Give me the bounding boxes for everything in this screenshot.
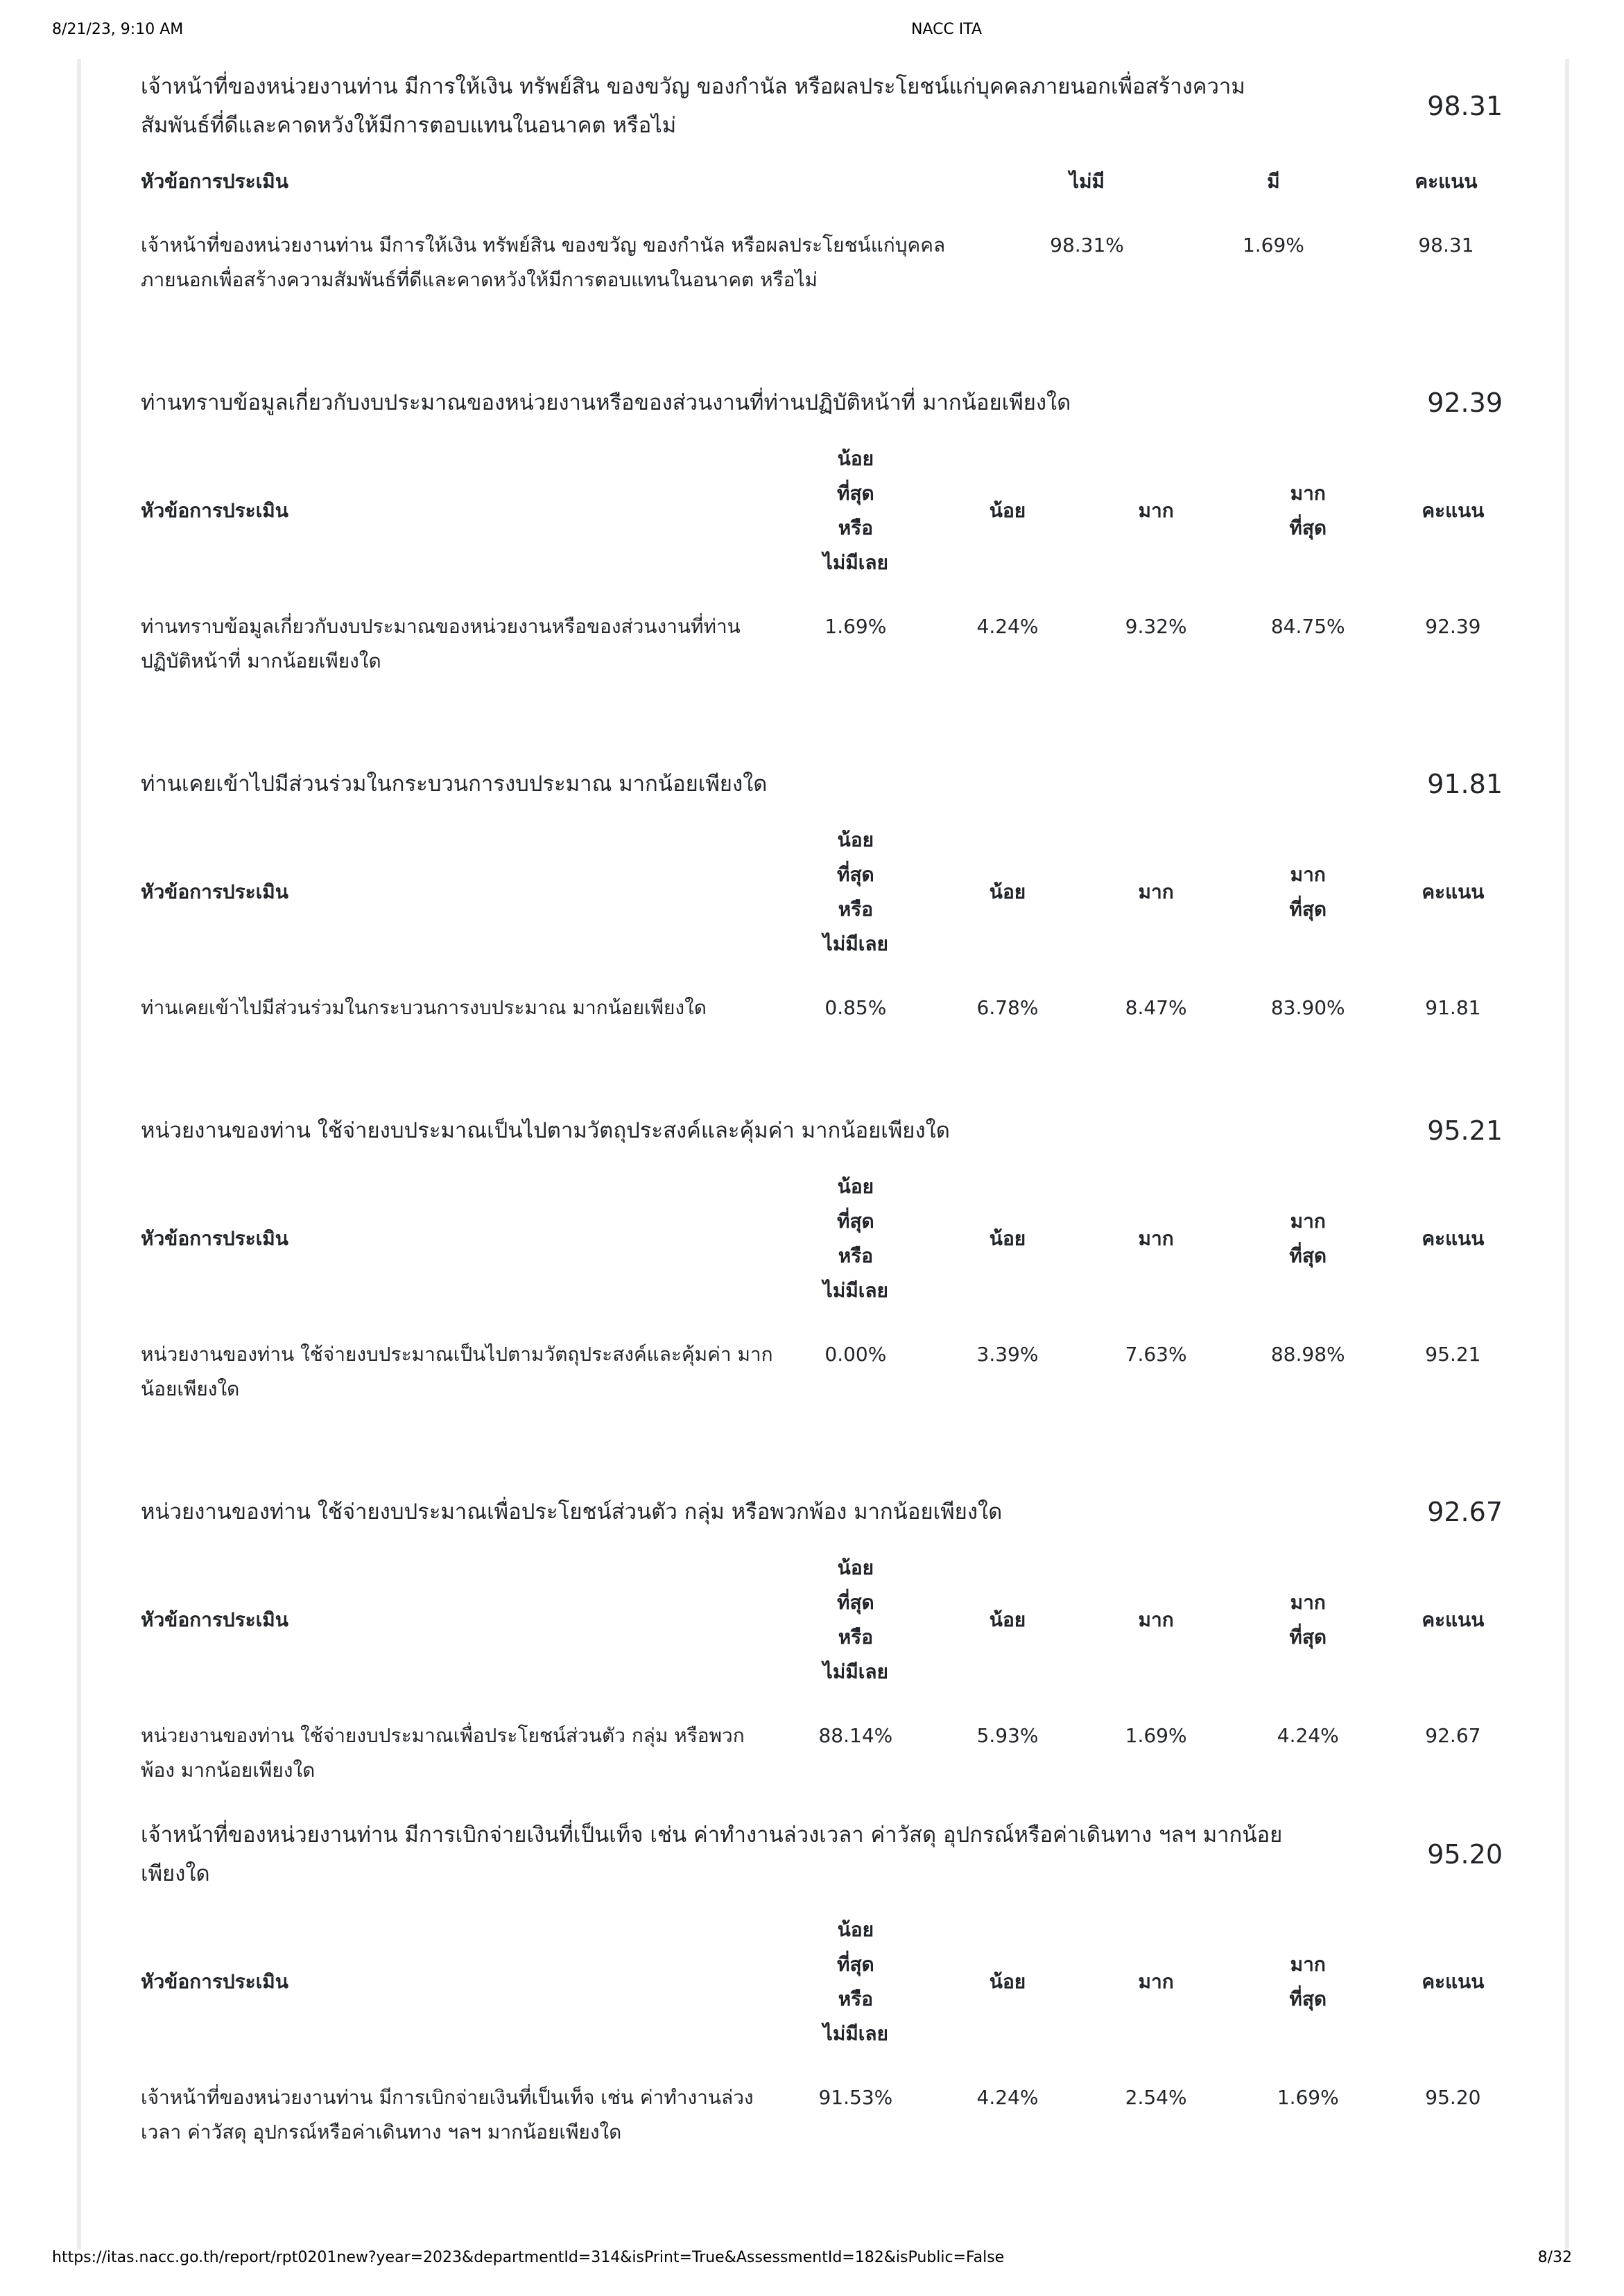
col-header-much: มาก (1138, 499, 1174, 522)
col-header-topic: หัวข้อการประเมิน (141, 1227, 288, 1250)
row-value-much: 8.47% (1125, 996, 1187, 1019)
table-row (141, 580, 1522, 679)
col-header-score: คะแนน (1422, 1970, 1485, 1993)
row-value-little: 4.24% (976, 2086, 1039, 2109)
row-value-much: 1.69% (1125, 1724, 1187, 1747)
assessment-table (141, 145, 1522, 297)
row-text: เจ้าหน้าที่ของหน่วยงานท่าน มีการให้เงิน ทรัพย์สิน ของขวัญ ของกำนัล หรือผลประโยชน์แก่บุคคลภายนอกเพื่อสร้างความสัมพันธ์ที่ดีและคาดหวังให้มีการตอบแทนในอนาคต หรือไม่ (141, 234, 946, 291)
question-text: หน่วยงานของท่าน ใช้จ่ายงบประมาณเป็นไปตามวัตถุประสงค์และคุ้มค่า มากน้อยเพียงใด (141, 1118, 950, 1143)
assessment-table (141, 1531, 1522, 1788)
print-page-number: 8/32 (1537, 2249, 1572, 2266)
row-text: หน่วยงานของท่าน ใช้จ่ายงบประมาณเป็นไปตามวัตถุประสงค์และคุ้มค่า มากน้อยเพียงใด (141, 1343, 773, 1400)
table-row (141, 199, 1522, 297)
print-title: NACC ITA (910, 21, 983, 38)
row-value-least: 91.53% (818, 2086, 893, 2109)
col-header-most: มาก ที่สุด (1289, 482, 1327, 539)
col-header-yes: มี (1267, 170, 1280, 193)
row-value-least: 1.69% (824, 615, 887, 638)
row-value-much: 2.54% (1125, 2086, 1187, 2109)
question-section-1 (141, 67, 1522, 297)
question-head (141, 1493, 1522, 1531)
assessment-table (141, 1893, 1522, 2150)
col-header-little: น้อย (989, 499, 1026, 522)
row-value-little: 3.39% (976, 1343, 1039, 1366)
row-value-little: 4.24% (976, 615, 1039, 638)
question-head (141, 1111, 1522, 1150)
row-text: ท่านทราบข้อมูลเกี่ยวกับงบประมาณของหน่วยงานหรือของส่วนงานที่ท่านปฏิบัติหน้าที่ มากน้อยเพียงใด (141, 615, 741, 672)
col-header-topic: หัวข้อการประเมิน (141, 880, 288, 903)
table-row (141, 2051, 1522, 2150)
col-header-least: น้อย ที่สุด หรือ ไม่มีเลย (822, 828, 888, 955)
question-score: 91.81 (1427, 769, 1503, 799)
row-value-score: 98.31 (1418, 234, 1474, 256)
print-footer (52, 2245, 1572, 2272)
table-header-row (141, 1893, 1522, 2051)
col-header-little: น้อย (989, 1227, 1026, 1250)
col-header-topic: หัวข้อการประเมิน (141, 170, 288, 193)
col-header-little: น้อย (989, 1608, 1026, 1631)
col-header-little: น้อย (989, 1970, 1026, 1993)
question-text: ท่านเคยเข้าไปมีส่วนร่วมในกระบวนการงบประมาณ มากน้อยเพียงใด (141, 772, 768, 797)
col-header-much: มาก (1138, 1970, 1174, 1993)
row-value-least: 0.00% (824, 1343, 887, 1366)
question-score: 95.20 (1427, 1839, 1503, 1870)
question-section-2 (141, 383, 1522, 679)
question-section-5 (141, 1493, 1522, 1788)
table-header-row (141, 1531, 1522, 1689)
col-header-much: มาก (1138, 1227, 1174, 1250)
col-header-little: น้อย (989, 880, 1026, 903)
row-text: เจ้าหน้าที่ของหน่วยงานท่าน มีการเบิกจ่ายเงินที่เป็นเท็จ เช่น ค่าทำงานล่วงเวลา ค่าวัสดุ อุปกรณ์หรือค่าเดินทาง ฯลฯ มากน้อยเพียงใด (141, 2086, 754, 2143)
col-header-topic: หัวข้อการประเมิน (141, 1608, 288, 1631)
col-header-score: คะแนน (1422, 1227, 1485, 1250)
row-value-score: 95.21 (1425, 1343, 1481, 1366)
row-value-least: 88.14% (818, 1724, 893, 1747)
table-header-row (141, 145, 1522, 199)
col-header-least: น้อย ที่สุด หรือ ไม่มีเลย (822, 1918, 888, 2045)
question-head (141, 765, 1522, 803)
col-header-topic: หัวข้อการประเมิน (141, 1970, 288, 1993)
col-header-most: มาก ที่สุด (1289, 1953, 1327, 2010)
question-text: เจ้าหน้าที่ของหน่วยงานท่าน มีการเบิกจ่ายเงินที่เป็นเท็จ เช่น ค่าทำงานล่วงเวลา ค่าวัสดุ อุปกรณ์หรือค่าเดินทาง ฯลฯ มากน้อยเพียงใด (141, 1823, 1283, 1886)
question-head (141, 67, 1522, 145)
row-value-no: 98.31% (1050, 234, 1124, 256)
question-score: 92.67 (1427, 1497, 1503, 1527)
col-header-much: มาก (1138, 880, 1174, 903)
row-value-little: 5.93% (976, 1724, 1039, 1747)
print-datetime: 8/21/23, 9:10 AM (52, 21, 184, 38)
row-value-little: 6.78% (976, 996, 1039, 1019)
col-header-least: น้อย ที่สุด หรือ ไม่มีเลย (822, 1556, 888, 1683)
row-value-most: 84.75% (1270, 615, 1345, 638)
print-header (52, 21, 1572, 46)
report-card (77, 59, 1569, 2250)
col-header-much: มาก (1138, 1608, 1174, 1631)
question-score: 92.39 (1427, 388, 1503, 418)
question-text: เจ้าหน้าที่ของหน่วยงานท่าน มีการให้เงิน ทรัพย์สิน ของขวัญ ของกำนัล หรือผลประโยชน์แก่บุคคลภายนอกเพื่อสร้างความสัมพันธ์ที่ดีและคาดหวังให้มีการตอบแทนในอนาคต หรือไม่ (141, 74, 1245, 138)
row-text: ท่านเคยเข้าไปมีส่วนร่วมในกระบวนการงบประมาณ มากน้อยเพียงใด (141, 996, 707, 1019)
col-header-score: คะแนน (1422, 499, 1485, 522)
table-header-row (141, 1150, 1522, 1308)
table-row (141, 1689, 1522, 1788)
row-value-most: 1.69% (1277, 2086, 1339, 2109)
question-text: ท่านทราบข้อมูลเกี่ยวกับงบประมาณของหน่วยงานหรือของส่วนงานที่ท่านปฏิบัติหน้าที่ มากน้อยเพียงใด (141, 390, 1071, 415)
col-header-least: น้อย ที่สุด หรือ ไม่มีเลย (822, 447, 888, 574)
row-value-much: 7.63% (1125, 1343, 1187, 1366)
col-header-most: มาก ที่สุด (1289, 863, 1327, 921)
col-header-least: น้อย ที่สุด หรือ ไม่มีเลย (822, 1175, 888, 1302)
question-score: 98.31 (1427, 91, 1503, 121)
row-value-score: 95.20 (1425, 2086, 1481, 2109)
table-header-row (141, 803, 1522, 962)
question-section-3 (141, 765, 1522, 1025)
row-value-score: 92.67 (1425, 1724, 1481, 1747)
row-value-score: 91.81 (1425, 996, 1481, 1019)
row-value-most: 88.98% (1270, 1343, 1345, 1366)
question-head (141, 1816, 1522, 1893)
col-header-score: คะแนน (1422, 880, 1485, 903)
assessment-table (141, 422, 1522, 679)
col-header-most: มาก ที่สุด (1289, 1591, 1327, 1649)
col-header-most: มาก ที่สุด (1289, 1210, 1327, 1267)
col-header-topic: หัวข้อการประเมิน (141, 499, 288, 522)
question-head (141, 383, 1522, 422)
row-text: หน่วยงานของท่าน ใช้จ่ายงบประมาณเพื่อประโยชน์ส่วนตัว กลุ่ม หรือพวกพ้อง มากน้อยเพียงใด (141, 1724, 745, 1782)
row-value-yes: 1.69% (1242, 234, 1304, 256)
print-url: https://itas.nacc.go.th/report/rpt0201new?year=2023&departmentId=314&isPrint=True&AssessmentId=182&isPublic=False (52, 2249, 1005, 2266)
col-header-no: ไม่มี (1069, 170, 1105, 193)
row-value-most: 4.24% (1277, 1724, 1339, 1747)
table-row (141, 1308, 1522, 1407)
assessment-table (141, 803, 1522, 1025)
question-section-6 (141, 1816, 1522, 2150)
table-row (141, 962, 1522, 1025)
question-section-4 (141, 1111, 1522, 1407)
col-header-score: คะแนน (1422, 1608, 1485, 1631)
row-value-least: 0.85% (824, 996, 887, 1019)
question-text: หน่วยงานของท่าน ใช้จ่ายงบประมาณเพื่อประโยชน์ส่วนตัว กลุ่ม หรือพวกพ้อง มากน้อยเพียงใด (141, 1499, 1003, 1524)
question-score: 95.21 (1427, 1115, 1503, 1146)
table-header-row (141, 422, 1522, 580)
col-header-score: คะแนน (1415, 170, 1478, 193)
row-value-much: 9.32% (1125, 615, 1187, 638)
row-value-score: 92.39 (1425, 615, 1481, 638)
assessment-table (141, 1150, 1522, 1407)
row-value-most: 83.90% (1270, 996, 1345, 1019)
